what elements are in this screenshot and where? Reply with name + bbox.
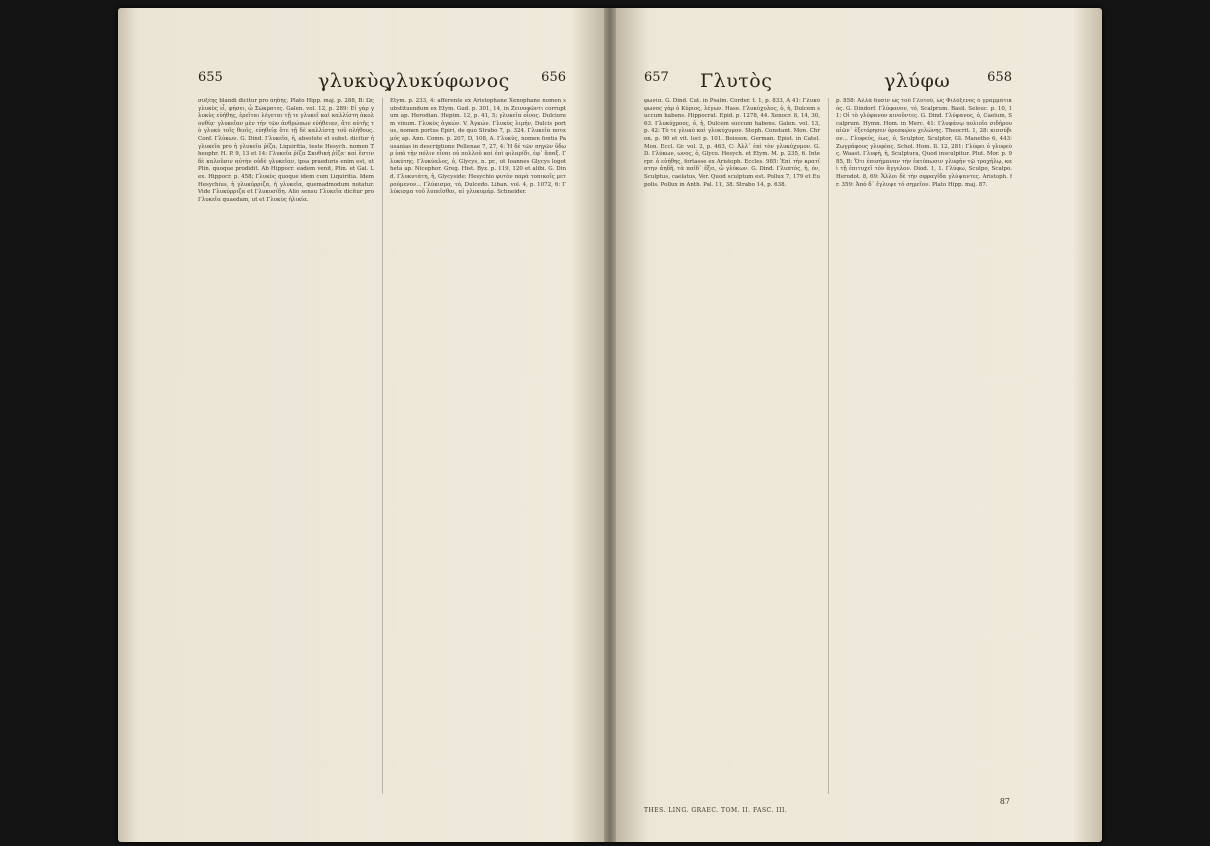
column-rule <box>828 98 829 794</box>
column-text: φωνία. G. Dind. Cat. in Psalm. Corder. t. 1, p. 833, A 41: Γλυκύφωνος γὰρ ὁ Κύριος, λέγων. Hase. Γλυκύχυλος, ὁ, ἡ, Dulcem succum habens. Hippocrat. Epid. p. 1278, 44. Xenocr. 8, 14, 30, 63. Γλυκύχροος, ὁ, ἡ, Dulcem succum habens. Galen. vol. 13, p. 42: Τὸ τε γλυκὺ καὶ γλυκύχυμον. Steph. Constant. Mon. Chron. p. 90 et vit. loci p. 101. Boisson. German. Epist. in Catel. Mon. Eccl. Gr. vol. 2, p. 463, C: Ἀλλ᾽ ἐπὶ τὸν γλυκύχυμον. G. D. Γλύκων, ωνος, ὁ, Glyco. Hesych. et Etym. M. p. 235, 6. Interpr. ὁ εὐήθης, fortasse ex Aristoph. Eccles. 985: Ἐπὶ τὴν κρατίστην ἀηδῆ, τὰ παῖδ᾽ ἕξει, ὦ γλύκων. G. Dind. Γλυπτὸς, ἡ, όν, Sculptus, caelatus, Ver. Quod sculptum est. Pollux 7, 179 et Eupolis. Pollux in Anth. Pal. 11, 38. Strabo 14, p. 638. <box>644 98 820 188</box>
page-number-left: 657 <box>644 70 669 85</box>
running-head-left: Γλυτὸς <box>700 70 773 92</box>
page-number-right: 658 <box>987 70 1012 85</box>
right-page-header <box>644 70 1012 94</box>
running-head-right: γλυκύφωνος <box>384 70 510 92</box>
signature-mark: 87 <box>999 797 1010 806</box>
book-spread <box>118 8 1102 842</box>
column-658 <box>836 98 1012 794</box>
column-text: Etym. p. 233, 4: afferente ex Aristophane Xenophane nomen substituendum ex Etym. Gud. p. 301, 14, in Ζεινοφῶντι corruptum ap. Herodian. Hepim. 12, p. 41, 5; γλυκεῖα οἶνος. Dulciorem vinum. Γλυκὺς ἀγκών. V. Ἀγκών. Γλυκὺς λιμήν, Dulcis portus, nomen portus Epiri, de quo Strabo 7, p. 324. Γλυκεῖα ποταμός ap. Ann. Comn. p. 207, D, 108, A. Γλυκύς, nomen fontis Pausanias in descriptione Pellenae 7, 27, 4: Ἡ δέ τῶν πηγῶν ὕδωρ ὑπὸ τὴν πόλιν εἶναι οὐ πολλοῦ καὶ ἐπὶ φιλαρίδι, ἐφ᾽ ἅπαξ. Γλυκύτης. Γλυκύαλος, ὁ, Glycys, n. pr., ut Ioannes Glycys logotheta ap. Nicephor. Greg. Hist. Byz. p. 119, 120 et alibi. G. Dind. Γλυκυτάτη, ἡ, Glycyside: Hesychio φυτὸν παρὰ τοπικοῖς μετρούμενον... Γλύκισμα, τό, Dulcedo. Liban. vol. 4, p. 1072, 6: Γλύκισμα τοῦ λυπεῖσθαι, αἱ γλυκυμάρ. Schneider. <box>390 98 566 196</box>
left-page-columns <box>198 98 566 794</box>
column-text: p. 858: Ἀλλὰ δυσὶν ὡς τοῦ Γλυτοῦ, ὡς Φιλόξενος ὁ γραμματικὸς. G. Dindorf. Γλύφανον, τό, Scalprum. Basil. Seleuc. p. 10, 11: Οἱ τὸ γλύφανον κινοῦντες. G. Dind. Γλύφανος, ὁ, Caelum, Scalprum. Hymn. Hom. in Merc. 41: Γλυφάνῳ πολιοῖο σιδήρου αἰῶν᾽ ἐξετόρησεν ὀρεσκῴου χελώνης. Theocrit. 1, 28: κισσύβιον... Γλυφεύς, έως, ὁ, Sculptor, Sculptor, Gl. Manetho 6, 443: Ζωγράφους γλυφέας. Schol. Hom. Il. 12, 281: Γλύφει ὁ γλυφεὺς. Waast. Γλυφή, ἡ, Sculptura, Quod insculpitur. Plut. Mor. p. 985, B: Ὅτι ἐπισήμαναν τὴν ἐκτύπωσιν γλυφὴν τῷ τραχήλῳ, καὶ τῇ ἐπιτυχεῖ τὸν ἄγγελον. Diod. 1, 1. Γλύφω, Sculpo, Scalpo. Herodot. 8, 69: Ἄλλοι δὲ τὴν σφραγῖδα γλύψαντες. Aristoph. fr. 359: Ἀπὸ δ᾽ ἔγλυψε τὸ σημεῖον. Plato Hipp. maj. 87. <box>836 98 1012 188</box>
column-657 <box>644 98 820 794</box>
page-number-right: 656 <box>541 70 566 85</box>
running-head-right: γλύφω <box>884 70 951 92</box>
column-656 <box>390 98 566 794</box>
column-text: σὐξὲης blandi dicitur pro ἀηδὴς. Plato Hipp. maj. p. 288, B: Ὡς γλυκὺς εἶ, φήσει, ὦ Σώκρατες. Galen. vol. 12, p. 289: Εἰ γὰρ γλυκὺς εὐήθης, ἐρεῖται λέγεται τῇ τε γλυκεῖ καὶ καλλίστη ἀκολουθίᾳ· γλυκεῖαν μὲν τὴν τῶν ἀνθρώπων εὐήθειαν, ἅτε αὐτῆς τὸ γλυκὺ τοῖς θεοῖς, εὐηθείᾳ ὅτε τῇ δὲ καλλίστῃ τοῦ πλήθους. Conf. Γλύκων. G. Dind. Γλυκεῖα, ἡ, absolute et subst. dicitur ἡ γλυκεῖα pro ἡ γλυκεῖα ῥίζα, Liquiritia, teste Hesych. nomen Theophr. H. P. 9, 13 et 14: Γλυκεῖα ῥίζα Σκυθικὴ ῥίζα· καὶ ἔστιν δὲ καλοῦσιν αὐτὴν οὐδὲ γλυκεῖαν, ipsa praeduris enim est, ut Plin. quoque prodidit. Ab Hippocr. eadem venit, Plin. et Gal. Lex. Hippocr. p. 458; Γλυκὺς quoque idem cum Liquiritia. Idem Hesychius, ἡ γλυκύρριζα, ἡ γλυκεῖα, quemadmodum notatur. Vide Γλυκύρριζα et Γλυκυσίδη. Alio sensu Γλυκεῖα dicitur pro Γλυκεῖα quaedam, ut et Γλυκὺς ἡλικία. <box>198 98 374 203</box>
page-number-left: 655 <box>198 70 223 85</box>
imprint-line: THES. LING. GRAEC. TOM. II. FASC. III. <box>644 807 788 814</box>
column-655 <box>198 98 374 794</box>
right-page <box>614 8 1102 842</box>
column-rule <box>382 98 383 794</box>
running-head-left: γλυκὺς <box>318 70 391 92</box>
left-page <box>118 8 606 842</box>
right-page-columns <box>644 98 1012 794</box>
left-page-header <box>198 70 566 94</box>
